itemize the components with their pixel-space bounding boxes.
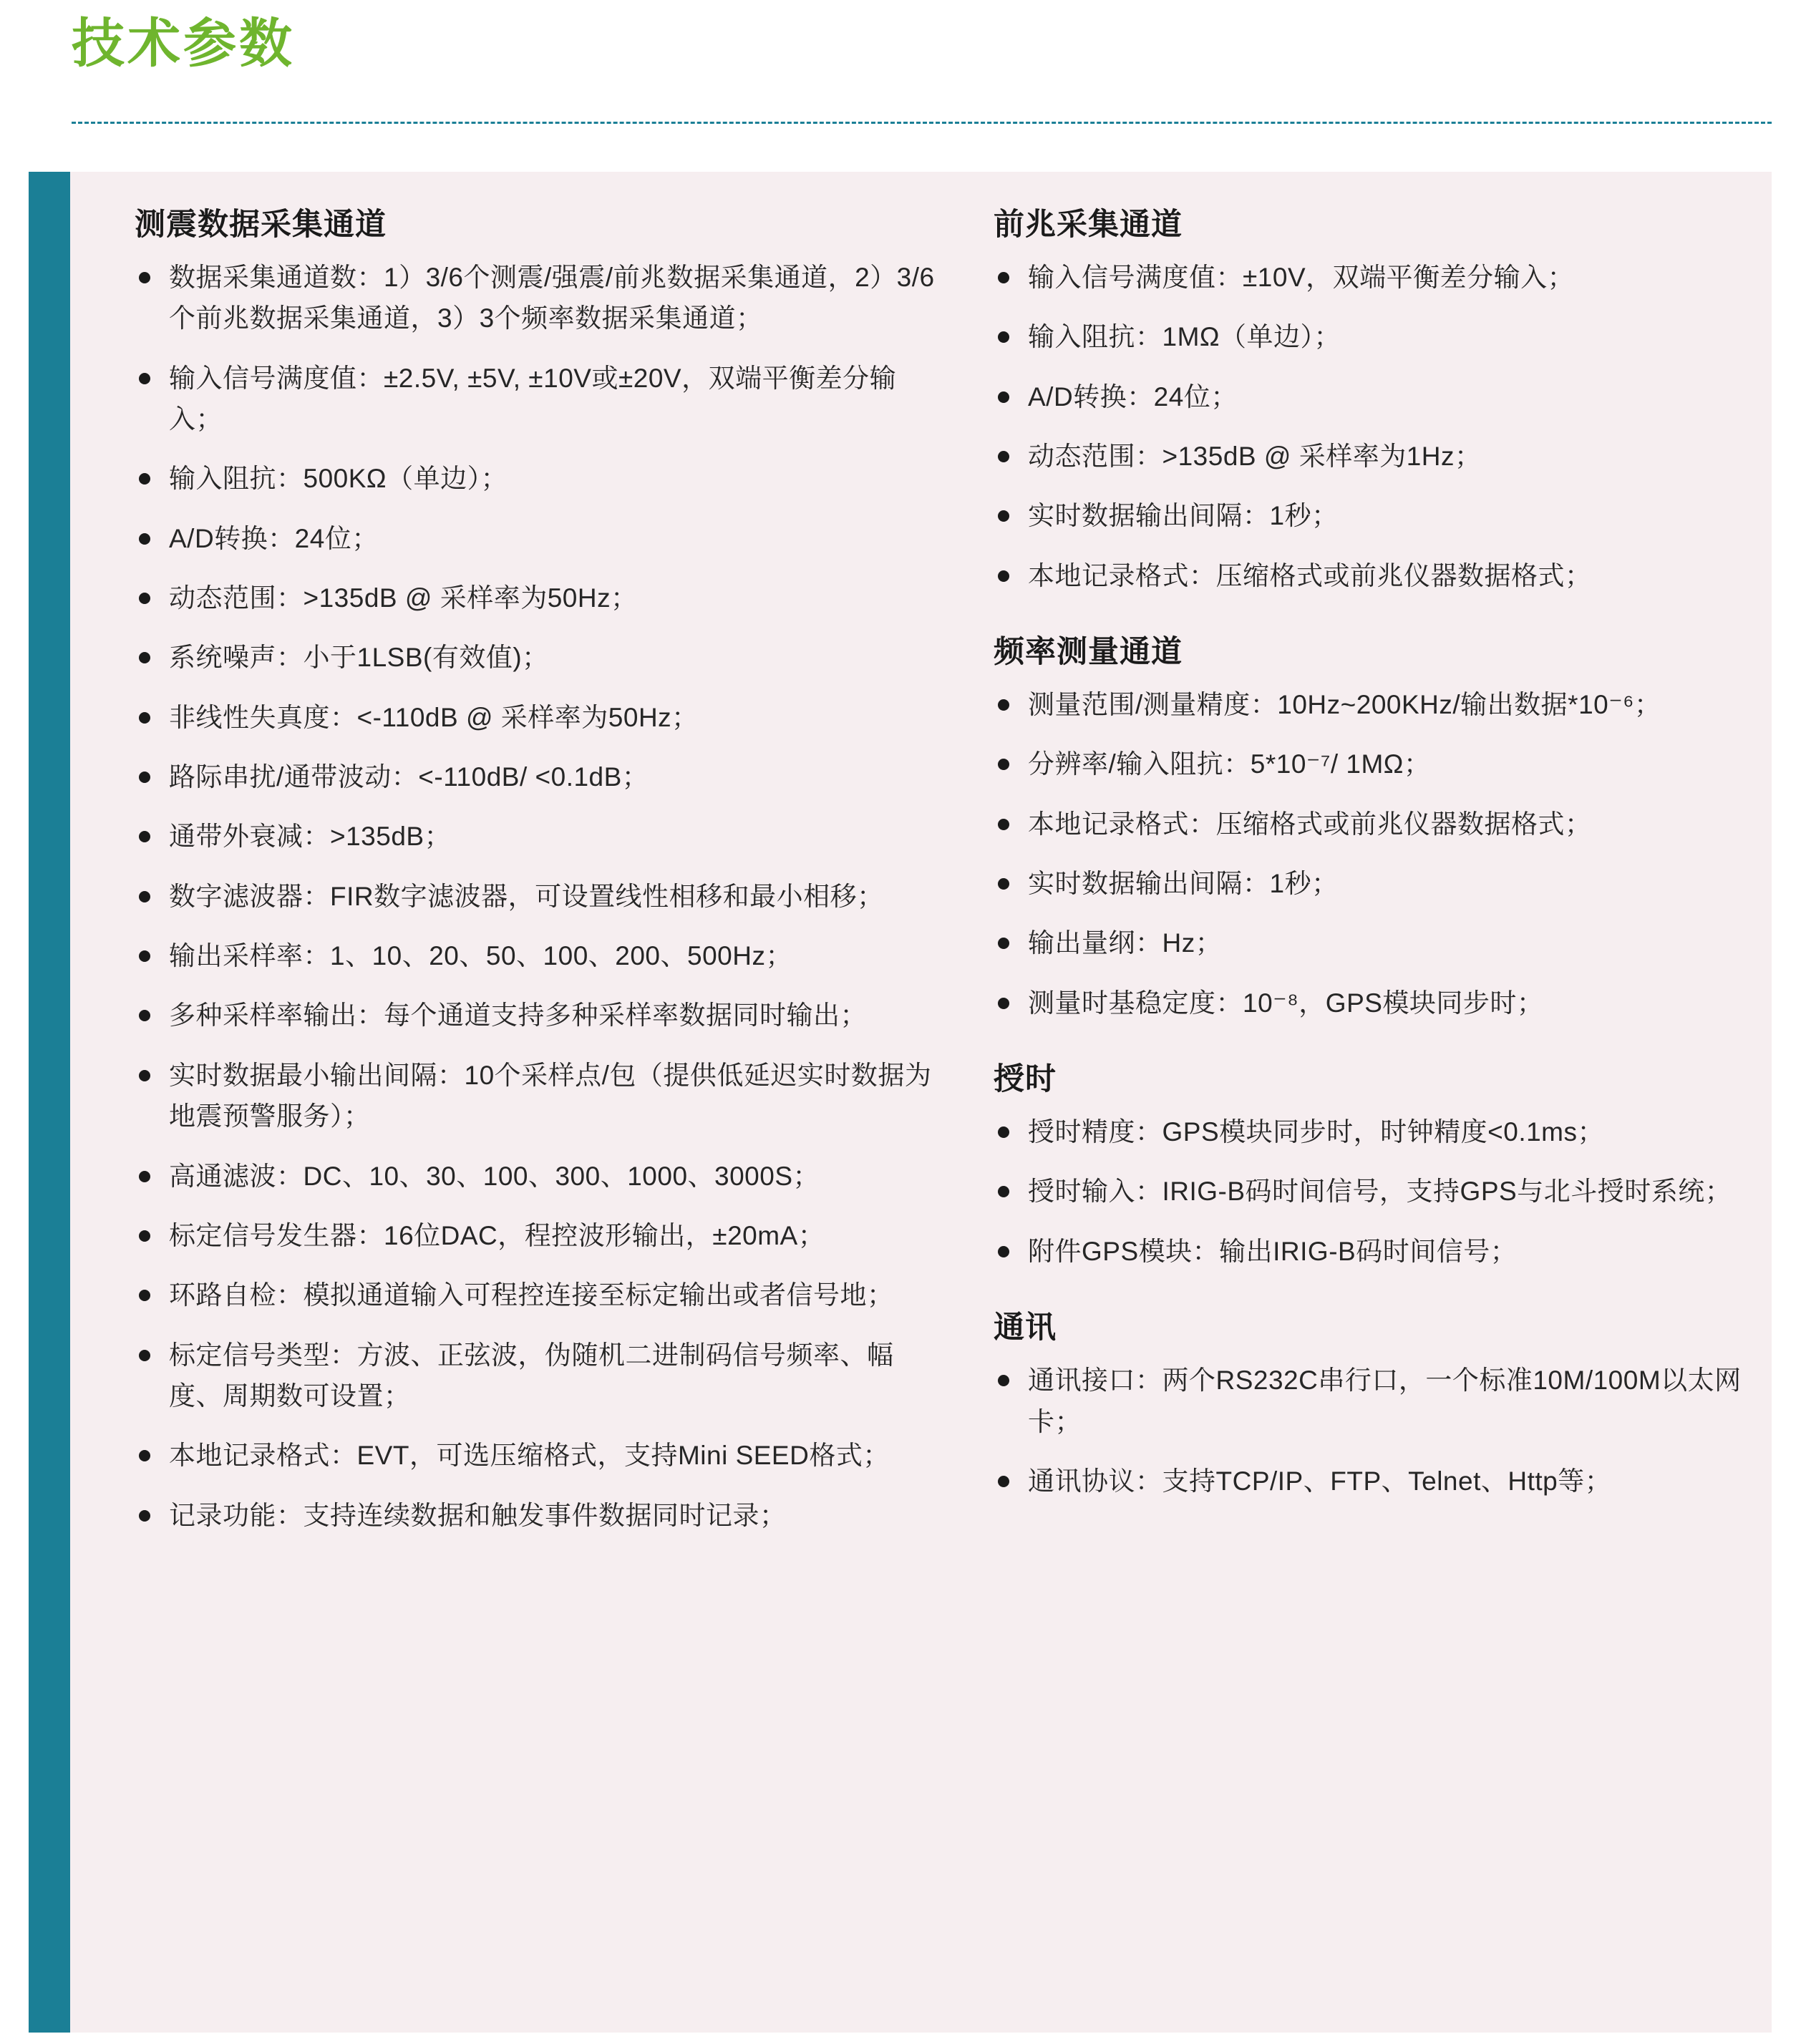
section-heading-communication: 通讯	[994, 1310, 1057, 1345]
list-item: A/D转换：24位；	[135, 518, 943, 559]
list-item: 本地记录格式：EVT，可选压缩格式，支持Mini SEED格式；	[135, 1435, 943, 1476]
section-heading-timing: 授时	[994, 1062, 1057, 1097]
list-item: 输入信号满度值：±2.5V, ±5V, ±10V或±20V，双端平衡差分输入；	[135, 358, 943, 440]
list-item: 分辨率/输入阻抗：5*10⁻⁷/ 1MΩ；	[994, 744, 1759, 784]
list-item: 输入阻抗：1MΩ（单边）；	[994, 316, 1759, 357]
list-item: 记录功能：支持连续数据和触发事件数据同时记录；	[135, 1495, 943, 1536]
list-item: 通带外衰减：>135dB；	[135, 816, 943, 857]
list-item: 标定信号类型：方波、正弦波，伪随机二进制码信号频率、幅度、周期数可设置；	[135, 1335, 943, 1417]
left-column	[135, 200, 943, 1990]
list-item: 非线性失真度：<-110dB @ 采样率为50Hz；	[135, 697, 943, 738]
list-item: 高通滤波：DC、10、30、100、300、1000、3000S；	[135, 1156, 943, 1197]
list-item: 输入信号满度值：±10V，双端平衡差分输入；	[994, 257, 1759, 298]
list-item: 标定信号发生器：16位DAC，程控波形输出，±20mA；	[135, 1215, 943, 1256]
title-divider	[72, 122, 1772, 124]
spec-panel	[29, 172, 1772, 2033]
spec-list-seismic	[135, 257, 943, 1536]
list-item: 输出采样率：1、10、20、50、100、200、500Hz；	[135, 935, 943, 976]
list-item: 实时数据输出间隔：1秒；	[994, 495, 1759, 536]
list-item: 通讯协议：支持TCP/IP、FTP、Telnet、Http等；	[994, 1461, 1759, 1502]
list-item: 输入阻抗：500KΩ（单边）；	[135, 458, 943, 499]
list-item: 附件GPS模块：输出IRIG-B码时间信号；	[994, 1231, 1759, 1272]
spec-list-timing	[994, 1111, 1759, 1272]
spec-list-frequency	[994, 684, 1759, 1023]
spec-list-communication	[994, 1360, 1759, 1502]
list-item: 授时精度：GPS模块同步时，时钟精度<0.1ms；	[994, 1111, 1759, 1152]
section-heading-frequency: 频率测量通道	[994, 635, 1183, 670]
list-item: 系统噪声：小于1LSB(有效值)；	[135, 637, 943, 678]
list-item: 本地记录格式：压缩格式或前兆仪器数据格式；	[994, 555, 1759, 596]
list-item: 实时数据输出间隔：1秒；	[994, 863, 1759, 904]
spec-columns	[70, 172, 1788, 2033]
list-item: 通讯接口：两个RS232C串行口，一个标准10M/100M以太网卡；	[994, 1360, 1759, 1442]
list-item: 路际串扰/通带波动：<-110dB/ <0.1dB；	[135, 756, 943, 797]
section-heading-precursor: 前兆采集通道	[994, 208, 1183, 242]
list-item: 授时输入：IRIG-B码时间信号，支持GPS与北斗授时系统；	[994, 1171, 1759, 1212]
section-heading-seismic: 测震数据采集通道	[135, 208, 387, 242]
page-title: 技术参数	[72, 14, 295, 73]
list-item: 环路自检：模拟通道输入可程控连接至标定输出或者信号地；	[135, 1275, 943, 1315]
list-item: 实时数据最小输出间隔：10个采样点/包（提供低延迟实时数据为地震预警服务）；	[135, 1055, 943, 1137]
list-item: 多种采样率输出：每个通道支持多种采样率数据同时输出；	[135, 995, 943, 1036]
list-item: 测量范围/测量精度：10Hz~200KHz/输出数据*10⁻⁶；	[994, 684, 1759, 725]
list-item: 数字滤波器：FIR数字滤波器，可设置线性相移和最小相移；	[135, 876, 943, 917]
list-item: 动态范围：>135dB @ 采样率为1Hz；	[994, 436, 1759, 477]
list-item: A/D转换：24位；	[994, 376, 1759, 417]
list-item: 测量时基稳定度：10⁻⁸，GPS模块同步时；	[994, 983, 1759, 1023]
panel-accent-bar	[29, 172, 70, 2033]
list-item: 动态范围：>135dB @ 采样率为50Hz；	[135, 578, 943, 618]
list-item: 输出量纲：Hz；	[994, 923, 1759, 963]
right-column	[994, 200, 1759, 1990]
list-item: 本地记录格式：压缩格式或前兆仪器数据格式；	[994, 804, 1759, 845]
list-item: 数据采集通道数：1）3/6个测震/强震/前兆数据采集通道，2）3/6个前兆数据采集通道，3）3个频率数据采集通道；	[135, 257, 943, 339]
spec-list-precursor	[994, 257, 1759, 596]
